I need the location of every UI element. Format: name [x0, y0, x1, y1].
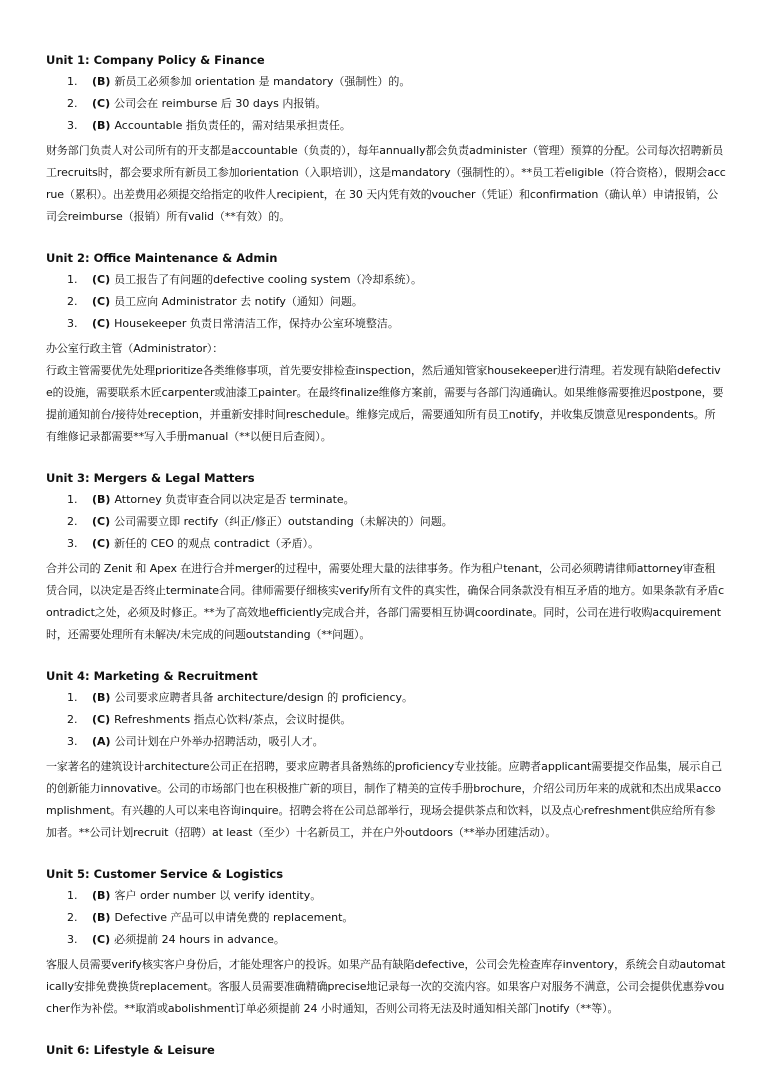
question-answer: (C): [92, 933, 111, 946]
question-number: 1.: [67, 273, 78, 286]
question-text: 公司需要立即 rectify（纠正/修正）outstanding（未解决的）问题。: [114, 515, 453, 528]
question-text: Refreshments 指点心饮料/茶点，会议时提供。: [114, 713, 352, 726]
unit-title: Unit 2: Office Maintenance & Admin: [46, 251, 278, 265]
question-item: [46, 712, 726, 728]
unit-2: [46, 250, 726, 448]
question-item: [46, 932, 726, 948]
question-item: [46, 734, 726, 750]
question-item: [46, 536, 726, 552]
question-list: [46, 272, 726, 332]
question-number: 1.: [67, 75, 78, 88]
document-page: [46, 52, 726, 1080]
unit-paragraph: 客服人员需要verify核实客户身份后，才能处理客户的投诉。如果产品有缺陷defective，公司会先检查库存inventory，系统会自动automatically安排免费换货replacement。客服人员需要准确精确precise地记录每一次的交流内容。如果客户对服务不满意，公司会提供优惠券voucher作为补偿。**取消或abolishment订单必须提前 24 小时通知，否则公司将无法及时通知相关部门notify（**等）。: [46, 958, 726, 1015]
question-answer: (B): [92, 119, 111, 132]
unit-4: [46, 668, 726, 844]
question-answer: (B): [92, 493, 111, 506]
question-number: 2.: [67, 515, 78, 528]
question-answer: (C): [92, 537, 111, 550]
question-answer: (C): [92, 713, 111, 726]
question-text: 员工应向 Administrator 去 notify（通知）问题。: [114, 295, 363, 308]
unit-5: [46, 866, 726, 1020]
question-text: 必须提前 24 hours in advance。: [114, 933, 285, 946]
question-number: 2.: [67, 713, 78, 726]
question-item: [46, 690, 726, 706]
question-list: [46, 492, 726, 552]
question-number: 3.: [67, 735, 78, 748]
unit-title: Unit 6: Lifestyle & Leisure: [46, 1043, 215, 1057]
question-list: [46, 888, 726, 948]
unit-title: Unit 3: Mergers & Legal Matters: [46, 471, 255, 485]
question-text: Housekeeper 负责日常清洁工作，保持办公室环境整洁。: [114, 317, 399, 330]
question-list: [46, 74, 726, 134]
question-text: Defective 产品可以申请免费的 replacement。: [114, 911, 354, 924]
unit-6: [46, 1042, 726, 1058]
question-number: 3.: [67, 933, 78, 946]
unit-paragraph: 财务部门负责人对公司所有的开支都是accountable（负责的），每年annually都会负责administer（管理）预算的分配。公司每次招聘新员工recruits时，都会要求所有新员工参加orientation（入职培训），这是mandatory（强制性的）。**员工若eligible（符合资格），假期会accrue（累积）。出差费用必须提交给指定的收件人recipient，在 30 天内凭有效的voucher（凭证）和confirmation（确认单）申请报销，公司会reimburse（报销）所有valid（**有效）的。: [46, 144, 726, 223]
unit-paragraph: 行政主管需要优先处理prioritize各类维修事项，首先要安排检查inspection，然后通知管家housekeeper进行清理。若发现有缺陷defective的设施，需要联系木匠carpenter或油漆工painter。在最终finalize维修方案前，需要与各部门沟通确认。如果维修需要推迟postpone，要提前通知前台/接待处reception，并重新安排时间reschedule。维修完成后，需要通知所有员工notify，并收集反馈意见respondents。所有维修记录都需要**写入手册manual（**以便日后查阅）。: [46, 364, 724, 443]
question-answer: (C): [92, 317, 111, 330]
question-number: 1.: [67, 691, 78, 704]
question-text: Accountable 指负责任的，需对结果承担责任。: [114, 119, 351, 132]
question-list: [46, 690, 726, 750]
question-item: [46, 272, 726, 288]
question-answer: (A): [92, 735, 111, 748]
question-text: 公司要求应聘者具备 architecture/design 的 proficiency。: [114, 691, 414, 704]
question-item: [46, 316, 726, 332]
question-answer: (C): [92, 273, 111, 286]
question-item: [46, 888, 726, 904]
question-number: 1.: [67, 493, 78, 506]
question-text: 客户 order number 以 verify identity。: [114, 889, 322, 902]
question-answer: (C): [92, 295, 111, 308]
question-text: 新员工必须参加 orientation 是 mandatory（强制性）的。: [114, 75, 411, 88]
unit-paragraph: 办公室行政主管（Administrator）：: [46, 342, 224, 355]
question-number: 2.: [67, 911, 78, 924]
question-answer: (B): [92, 889, 111, 902]
unit-title: Unit 1: Company Policy & Finance: [46, 53, 265, 67]
question-answer: (C): [92, 97, 111, 110]
question-answer: (C): [92, 515, 111, 528]
question-text: 公司会在 reimburse 后 30 days 内报销。: [114, 97, 327, 110]
question-number: 1.: [67, 889, 78, 902]
question-number: 2.: [67, 295, 78, 308]
question-number: 3.: [67, 537, 78, 550]
question-number: 2.: [67, 97, 78, 110]
question-answer: (B): [92, 691, 111, 704]
question-item: [46, 118, 726, 134]
question-item: [46, 294, 726, 310]
question-text: Attorney 负责审查合同以决定是否 terminate。: [114, 493, 355, 506]
question-text: 新任的 CEO 的观点 contradict（矛盾）。: [114, 537, 320, 550]
question-answer: (B): [92, 75, 111, 88]
unit-paragraph: 一家著名的建筑设计architecture公司正在招聘，要求应聘者具备熟练的proficiency专业技能。应聘者applicant需要提交作品集，展示自己的创新能力innovative。公司的市场部门也在积极推广新的项目，制作了精美的宣传手册brochure，介绍公司历年来的成就和杰出成果accomplishment。有兴趣的人可以来电咨询inquire。招聘会将在公司总部举行，现场会提供茶点和饮料，以及点心refreshment供应给所有参加者。**公司计划recruit（招聘）at least（至少）十名新员工，并在户外outdoors（**举办团建活动）。: [46, 760, 722, 839]
question-text: 公司计划在户外举办招聘活动，吸引人才。: [114, 735, 324, 748]
question-number: 3.: [67, 119, 78, 132]
unit-1: [46, 52, 726, 228]
question-item: [46, 910, 726, 926]
unit-3: [46, 470, 726, 646]
question-text: 员工报告了有问题的defective cooling system（冷却系统）。: [114, 273, 423, 286]
unit-paragraph: 合并公司的 Zenit 和 Apex 在进行合并merger的过程中，需要处理大量的法律事务。作为租户tenant，公司必须聘请律师attorney审查租赁合同，以决定是否终止terminate合同。律师需要仔细核实verify所有文件的真实性，确保合同条款没有相互矛盾的地方。如果条款有矛盾contradict之处，必须及时修正。**为了高效地efficiently完成合并，各部门需要相互协调coordinate。同时，公司在进行收购acquirement时，还需要处理所有未解决/未完成的问题outstanding（**问题）。: [46, 562, 725, 641]
question-answer: (B): [92, 911, 111, 924]
unit-title: Unit 4: Marketing & Recruitment: [46, 669, 258, 683]
unit-title: Unit 5: Customer Service & Logistics: [46, 867, 284, 881]
question-item: [46, 492, 726, 508]
question-item: [46, 74, 726, 90]
question-item: [46, 514, 726, 530]
question-number: 3.: [67, 317, 78, 330]
question-item: [46, 96, 726, 112]
